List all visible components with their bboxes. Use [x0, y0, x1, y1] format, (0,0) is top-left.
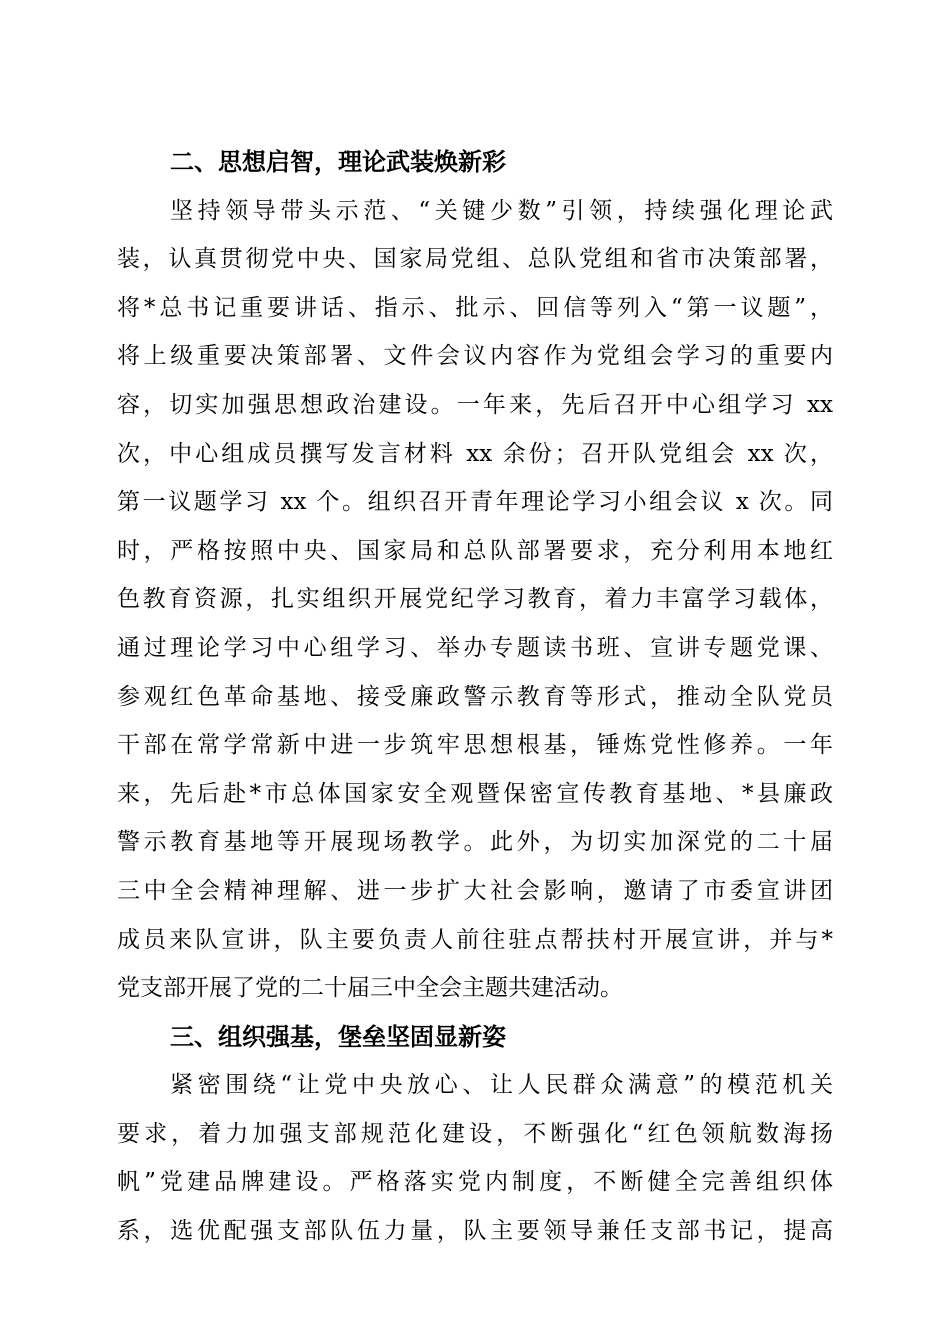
paragraph-line: 将上级重要决策部署、文件会议内容作为党组会学习的重要内 [117, 343, 833, 370]
paragraph-line: 紧密围绕“让党中央放心、让人民群众满意”的模范机关 [170, 1072, 833, 1099]
paragraph-line: 干部在常学常新中进一步筑牢思想根基，锤炼党性修养。一年 [117, 732, 833, 759]
paragraph-line: 成员来队宣讲，队主要负责人前往驻点帮扶村开展宣讲，并与* [117, 926, 833, 953]
paragraph-line: 容，切实加强思想政治建设。一年来，先后召开中心组学习 xx [117, 391, 833, 418]
document-body [117, 138, 833, 1256]
paragraph-line: 坚持领导带头示范、“关键少数”引领，持续强化理论武 [170, 197, 833, 224]
section-paragraph-branch-building [117, 1061, 833, 1255]
paragraph-line: 警示教育基地等开展现场教学。此外，为切实加深党的二十届 [117, 829, 833, 856]
paragraph-line: 第一议题学习 xx 个。组织召开青年理论学习小组会议 x 次。同 [117, 489, 833, 516]
paragraph-line: 帆”党建品牌建设。严格落实党内制度，不断健全完善组织体 [117, 1169, 833, 1196]
paragraph-line: 次，中心组成员撰写发言材料 xx 余份；召开队党组会 xx 次， [117, 440, 833, 467]
paragraph-line: 来，先后赴*市总体国家安全观暨保密宣传教育基地、*县廉政 [117, 780, 833, 807]
paragraph-line: 要求，着力加强支部规范化建设，不断强化“红色领航数海扬 [117, 1120, 833, 1147]
section-paragraph-theory-study [117, 187, 833, 1013]
paragraph-line: 通过理论学习中心组学习、举办专题读书班、宣讲专题党课、 [117, 634, 833, 661]
paragraph-line: 三中全会精神理解、进一步扩大社会影响，邀请了市委宣讲团 [117, 877, 833, 904]
paragraph-line: 参观红色革命基地、接受廉政警示教育等形式，推动全队党员 [117, 683, 833, 710]
section-heading-thought-enlightenment: 二、思想启智，理论武装焕新彩 [170, 148, 506, 176]
section-heading-organization-foundation: 三、组织强基，堡垒坚固显新姿 [170, 1022, 506, 1051]
paragraph-line: 装，认真贯彻党中央、国家局党组、总队党组和省市决策部署， [117, 246, 833, 273]
paragraph-line: 党支部开展了党的二十届三中全会主题共建活动。 [117, 975, 623, 1002]
paragraph-line: 色教育资源，扎实组织开展党纪学习教育，着力丰富学习载体， [117, 586, 833, 613]
paragraph-line: 将*总书记重要讲话、指示、批示、回信等列入“第一议题”， [117, 294, 833, 321]
paragraph-line: 时，严格按照中央、国家局和总队部署要求，充分利用本地红 [117, 537, 833, 564]
paragraph-line: 系，选优配强支部队伍力量，队主要领导兼任支部书记，提高 [117, 1218, 833, 1245]
